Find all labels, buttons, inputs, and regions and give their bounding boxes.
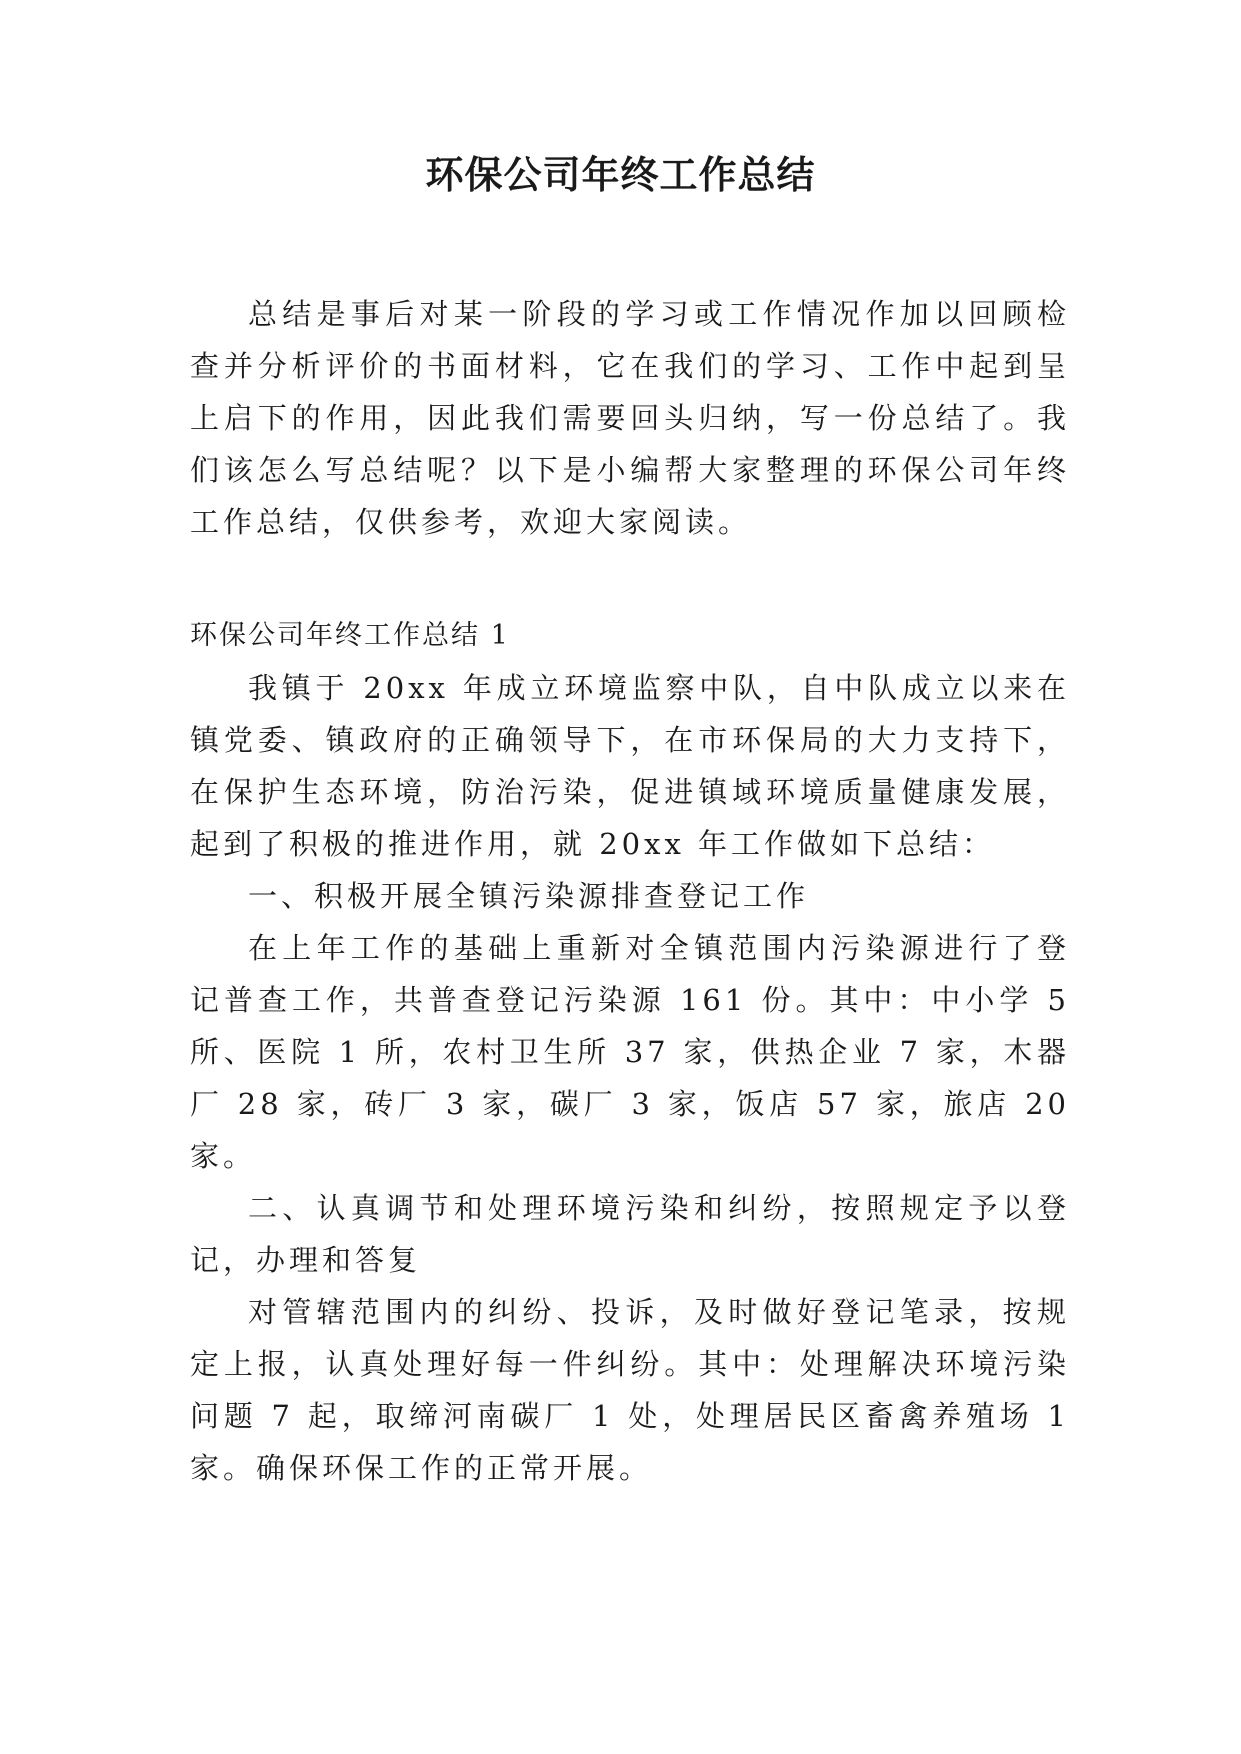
body-paragraph: 我镇于 20xx 年成立环境监察中队，自中队成立以来在镇党委、镇政府的正确领导下，在市环保局的大力支持下，在保护生态环境，防治污染，促进镇域环境质量健康发展，起到了积极的推进作用，就 20xx 年工作做如下总结： bbox=[190, 671, 1070, 861]
subsection-heading: 一、积极开展全镇污染源排查登记工作 bbox=[248, 879, 810, 913]
subsection-heading: 二、认真调节和处理环境污染和纠纷，按照规定予以登记，办理和答复 bbox=[190, 1191, 1070, 1277]
intro-paragraph: 总结是事后对某一阶段的学习或工作情况作加以回顾检查并分析评价的书面材料，它在我们的学习、工作中起到呈上启下的作用，因此我们需要回头归纳，写一份总结了。我们该怎么写总结呢？以下是小编帮大家整理的环保公司年终工作总结，仅供参考，欢迎大家阅读。 bbox=[190, 297, 1070, 539]
section-spacer bbox=[190, 548, 1070, 610]
document-title: 环保公司年终工作总结 bbox=[425, 152, 816, 197]
body-paragraph: 对管辖范围内的纠纷、投诉，及时做好登记笔录，按规定上报，认真处理好每一件纠纷。其中：处理解决环境污染问题 7 起，取缔河南碳厂 1 处，处理居民区畜禽养殖场 1 家。确保环保工作的正常开展。 bbox=[190, 1295, 1070, 1485]
document-body bbox=[190, 288, 1070, 1494]
body-paragraph: 在上年工作的基础上重新对全镇范围内污染源进行了登记普查工作，共普查登记污染源 161 份。其中：中小学 5 所、医院 1 所，农村卫生所 37 家，供热企业 7 家，木器厂 28 家，砖厂 3 家，碳厂 3 家，饭店 57 家，旅店 20 家。 bbox=[190, 931, 1070, 1173]
section-heading: 环保公司年终工作总结 1 bbox=[190, 620, 510, 651]
